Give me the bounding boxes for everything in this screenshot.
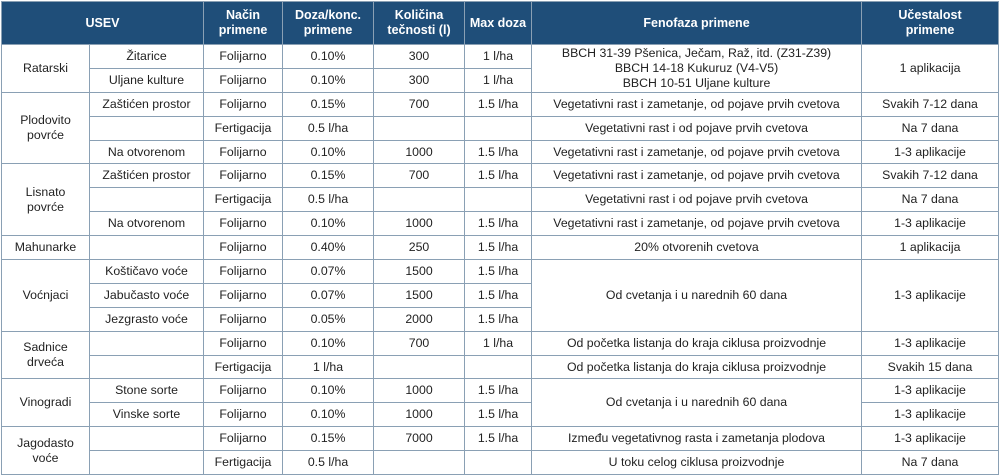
liquid-cell: 300 xyxy=(374,68,465,92)
phenophase-cell: Vegetativni rast i zametanje, od pojave prvih cvetova xyxy=(532,212,862,236)
table-row xyxy=(2,331,999,355)
dose-cell: 0.05% xyxy=(283,307,374,331)
frequency-cell: Svakih 7-12 dana xyxy=(862,92,999,116)
phenophase-cell: Vegetativni rast i zametanje, od pojave prvih cvetova xyxy=(532,140,862,164)
subcrop-cell: Vinske sorte xyxy=(90,403,204,427)
method-cell: Fertigacija xyxy=(204,451,283,475)
liquid-cell: 250 xyxy=(374,236,465,260)
crop-group-mahunarke: Mahunarke xyxy=(2,236,90,260)
dose-cell: 0.10% xyxy=(283,212,374,236)
max-dose-cell: 1.5 l/ha xyxy=(465,164,532,188)
dose-cell: 0.10% xyxy=(283,331,374,355)
phenophase-cell: BBCH 31-39 Pšenica, Ječam, Raž, itd. (Z31-Z39) BBCH 14-18 Kukuruz (V4-V5) BBCH 10-51 Uljane kulture xyxy=(532,45,862,93)
frequency-cell: Svakih 7-12 dana xyxy=(862,164,999,188)
phenophase-cell: Između vegetativnog rasta i zametanja plodova xyxy=(532,427,862,451)
liquid-cell: 700 xyxy=(374,164,465,188)
method-cell: Folijarno xyxy=(204,331,283,355)
max-dose-cell: 1.5 l/ha xyxy=(465,212,532,236)
method-cell: Folijarno xyxy=(204,164,283,188)
dose-cell: 0.07% xyxy=(283,260,374,284)
dose-cell: 0.5 l/ha xyxy=(283,116,374,140)
dose-cell: 0.10% xyxy=(283,68,374,92)
method-cell: Folijarno xyxy=(204,283,283,307)
max-dose-cell xyxy=(465,188,532,212)
max-dose-cell: 1.5 l/ha xyxy=(465,236,532,260)
method-cell: Folijarno xyxy=(204,140,283,164)
frequency-cell: Na 7 dana xyxy=(862,188,999,212)
liquid-cell: 1000 xyxy=(374,403,465,427)
frequency-cell: Na 7 dana xyxy=(862,451,999,475)
max-dose-cell: 1.5 l/ha xyxy=(465,379,532,403)
table-row xyxy=(2,45,999,69)
phenophase-cell: Od početka listanja do kraja ciklusa proizvodnje xyxy=(532,355,862,379)
max-dose-cell: 1.5 l/ha xyxy=(465,283,532,307)
liquid-cell: 700 xyxy=(374,331,465,355)
dose-cell: 0.15% xyxy=(283,427,374,451)
crop-group-lisnato: Lisnato povrće xyxy=(2,164,90,236)
subcrop-cell xyxy=(90,236,204,260)
dose-cell: 0.15% xyxy=(283,92,374,116)
liquid-cell: 300 xyxy=(374,45,465,69)
method-cell: Folijarno xyxy=(204,260,283,284)
frequency-cell: 1-3 aplikacije xyxy=(862,140,999,164)
table-row xyxy=(2,355,999,379)
table-row xyxy=(2,379,999,403)
dose-cell: 0.07% xyxy=(283,283,374,307)
subcrop-cell: Koštičavo voće xyxy=(90,260,204,284)
header-ucestalost: Učestalost primene xyxy=(862,2,999,45)
max-dose-cell: 1 l/ha xyxy=(465,331,532,355)
table-row xyxy=(2,92,999,116)
subcrop-cell: Na otvorenom xyxy=(90,140,204,164)
dose-cell: 0.10% xyxy=(283,140,374,164)
frequency-cell: 1-3 aplikacije xyxy=(862,403,999,427)
method-cell: Folijarno xyxy=(204,45,283,69)
method-cell: Folijarno xyxy=(204,212,283,236)
frequency-cell: 1-3 aplikacije xyxy=(862,331,999,355)
method-cell: Fertigacija xyxy=(204,188,283,212)
table-row xyxy=(2,260,999,284)
crop-group-vinogradi: Vinogradi xyxy=(2,379,90,427)
header-usev: USEV xyxy=(2,2,204,45)
subcrop-cell: Zaštićen prostor xyxy=(90,164,204,188)
liquid-cell: 2000 xyxy=(374,307,465,331)
frequency-cell: Svakih 15 dana xyxy=(862,355,999,379)
frequency-cell: 1-3 aplikacije xyxy=(862,427,999,451)
header-fenofaza: Fenofaza primene xyxy=(532,2,862,45)
method-cell: Folijarno xyxy=(204,379,283,403)
header-kolicina: Količina tečnosti (l) xyxy=(374,2,465,45)
subcrop-cell xyxy=(90,451,204,475)
frequency-cell: 1-3 aplikacije xyxy=(862,260,999,332)
method-cell: Fertigacija xyxy=(204,116,283,140)
frequency-cell: 1 aplikacija xyxy=(862,45,999,93)
crop-group-ratarski: Ratarski xyxy=(2,45,90,93)
crop-group-sadnice: Sadnice drveća xyxy=(2,331,90,379)
subcrop-cell xyxy=(90,355,204,379)
application-table xyxy=(1,1,999,475)
subcrop-cell: Na otvorenom xyxy=(90,212,204,236)
frequency-cell: 1-3 aplikacije xyxy=(862,212,999,236)
dose-cell: 0.10% xyxy=(283,403,374,427)
max-dose-cell: 1 l/ha xyxy=(465,45,532,69)
dose-cell: 0.5 l/ha xyxy=(283,451,374,475)
liquid-cell xyxy=(374,355,465,379)
method-cell: Folijarno xyxy=(204,68,283,92)
table-row xyxy=(2,451,999,475)
max-dose-cell: 1.5 l/ha xyxy=(465,140,532,164)
dose-cell: 0.10% xyxy=(283,379,374,403)
dose-cell: 1 l/ha xyxy=(283,355,374,379)
phenophase-cell: Vegetativni rast i od pojave prvih cvetova xyxy=(532,116,862,140)
phenophase-cell: Vegetativni rast i od pojave prvih cvetova xyxy=(532,188,862,212)
method-cell: Folijarno xyxy=(204,403,283,427)
max-dose-cell: 1.5 l/ha xyxy=(465,427,532,451)
liquid-cell: 1500 xyxy=(374,260,465,284)
crop-group-jagodasto: Jagodasto voće xyxy=(2,427,90,475)
table-row xyxy=(2,212,999,236)
method-cell: Folijarno xyxy=(204,236,283,260)
dose-cell: 0.10% xyxy=(283,45,374,69)
phenophase-cell: 20% otvorenih cvetova xyxy=(532,236,862,260)
header-row xyxy=(2,2,999,45)
max-dose-cell xyxy=(465,451,532,475)
subcrop-cell: Jezgrasto voće xyxy=(90,307,204,331)
method-cell: Fertigacija xyxy=(204,355,283,379)
header-max-doza: Max doza xyxy=(465,2,532,45)
frequency-cell: Na 7 dana xyxy=(862,116,999,140)
phenophase-cell: Od cvetanja i u narednih 60 dana xyxy=(532,260,862,332)
liquid-cell xyxy=(374,116,465,140)
max-dose-cell: 1.5 l/ha xyxy=(465,403,532,427)
phenophase-cell: Od cvetanja i u narednih 60 dana xyxy=(532,379,862,427)
subcrop-cell: Zaštićen prostor xyxy=(90,92,204,116)
max-dose-cell: 1 l/ha xyxy=(465,68,532,92)
phenophase-cell: Vegetativni rast i zametanje, od pojave prvih cvetova xyxy=(532,164,862,188)
dose-cell: 0.15% xyxy=(283,164,374,188)
header-doza: Doza/konc. primene xyxy=(283,2,374,45)
phenophase-cell: Vegetativni rast i zametanje, od pojave prvih cvetova xyxy=(532,92,862,116)
method-cell: Folijarno xyxy=(204,427,283,451)
liquid-cell: 700 xyxy=(374,92,465,116)
table-row xyxy=(2,140,999,164)
subcrop-cell xyxy=(90,116,204,140)
liquid-cell: 1000 xyxy=(374,379,465,403)
table-row xyxy=(2,164,999,188)
table-row xyxy=(2,236,999,260)
subcrop-cell xyxy=(90,331,204,355)
liquid-cell: 7000 xyxy=(374,427,465,451)
subcrop-cell: Uljane kulture xyxy=(90,68,204,92)
max-dose-cell: 1.5 l/ha xyxy=(465,92,532,116)
liquid-cell: 1500 xyxy=(374,283,465,307)
table-row xyxy=(2,427,999,451)
subcrop-cell: Stone sorte xyxy=(90,379,204,403)
frequency-cell: 1 aplikacija xyxy=(862,236,999,260)
method-cell: Folijarno xyxy=(204,307,283,331)
header-nacin: Način primene xyxy=(204,2,283,45)
dose-cell: 0.5 l/ha xyxy=(283,188,374,212)
frequency-cell: 1-3 aplikacije xyxy=(862,379,999,403)
method-cell: Folijarno xyxy=(204,92,283,116)
subcrop-cell xyxy=(90,427,204,451)
subcrop-cell: Jabučasto voće xyxy=(90,283,204,307)
max-dose-cell xyxy=(465,355,532,379)
max-dose-cell: 1.5 l/ha xyxy=(465,260,532,284)
max-dose-cell: 1.5 l/ha xyxy=(465,307,532,331)
liquid-cell: 1000 xyxy=(374,140,465,164)
liquid-cell xyxy=(374,451,465,475)
subcrop-cell: Žitarice xyxy=(90,45,204,69)
phenophase-cell: U toku celog ciklusa proizvodnje xyxy=(532,451,862,475)
table-row xyxy=(2,116,999,140)
dose-cell: 0.40% xyxy=(283,236,374,260)
subcrop-cell xyxy=(90,188,204,212)
table-row xyxy=(2,188,999,212)
phenophase-cell: Od početka listanja do kraja ciklusa proizvodnje xyxy=(532,331,862,355)
crop-group-vocnjaci: Voćnjaci xyxy=(2,260,90,332)
crop-group-plodovito: Plodovito povrće xyxy=(2,92,90,164)
liquid-cell: 1000 xyxy=(374,212,465,236)
liquid-cell xyxy=(374,188,465,212)
max-dose-cell xyxy=(465,116,532,140)
